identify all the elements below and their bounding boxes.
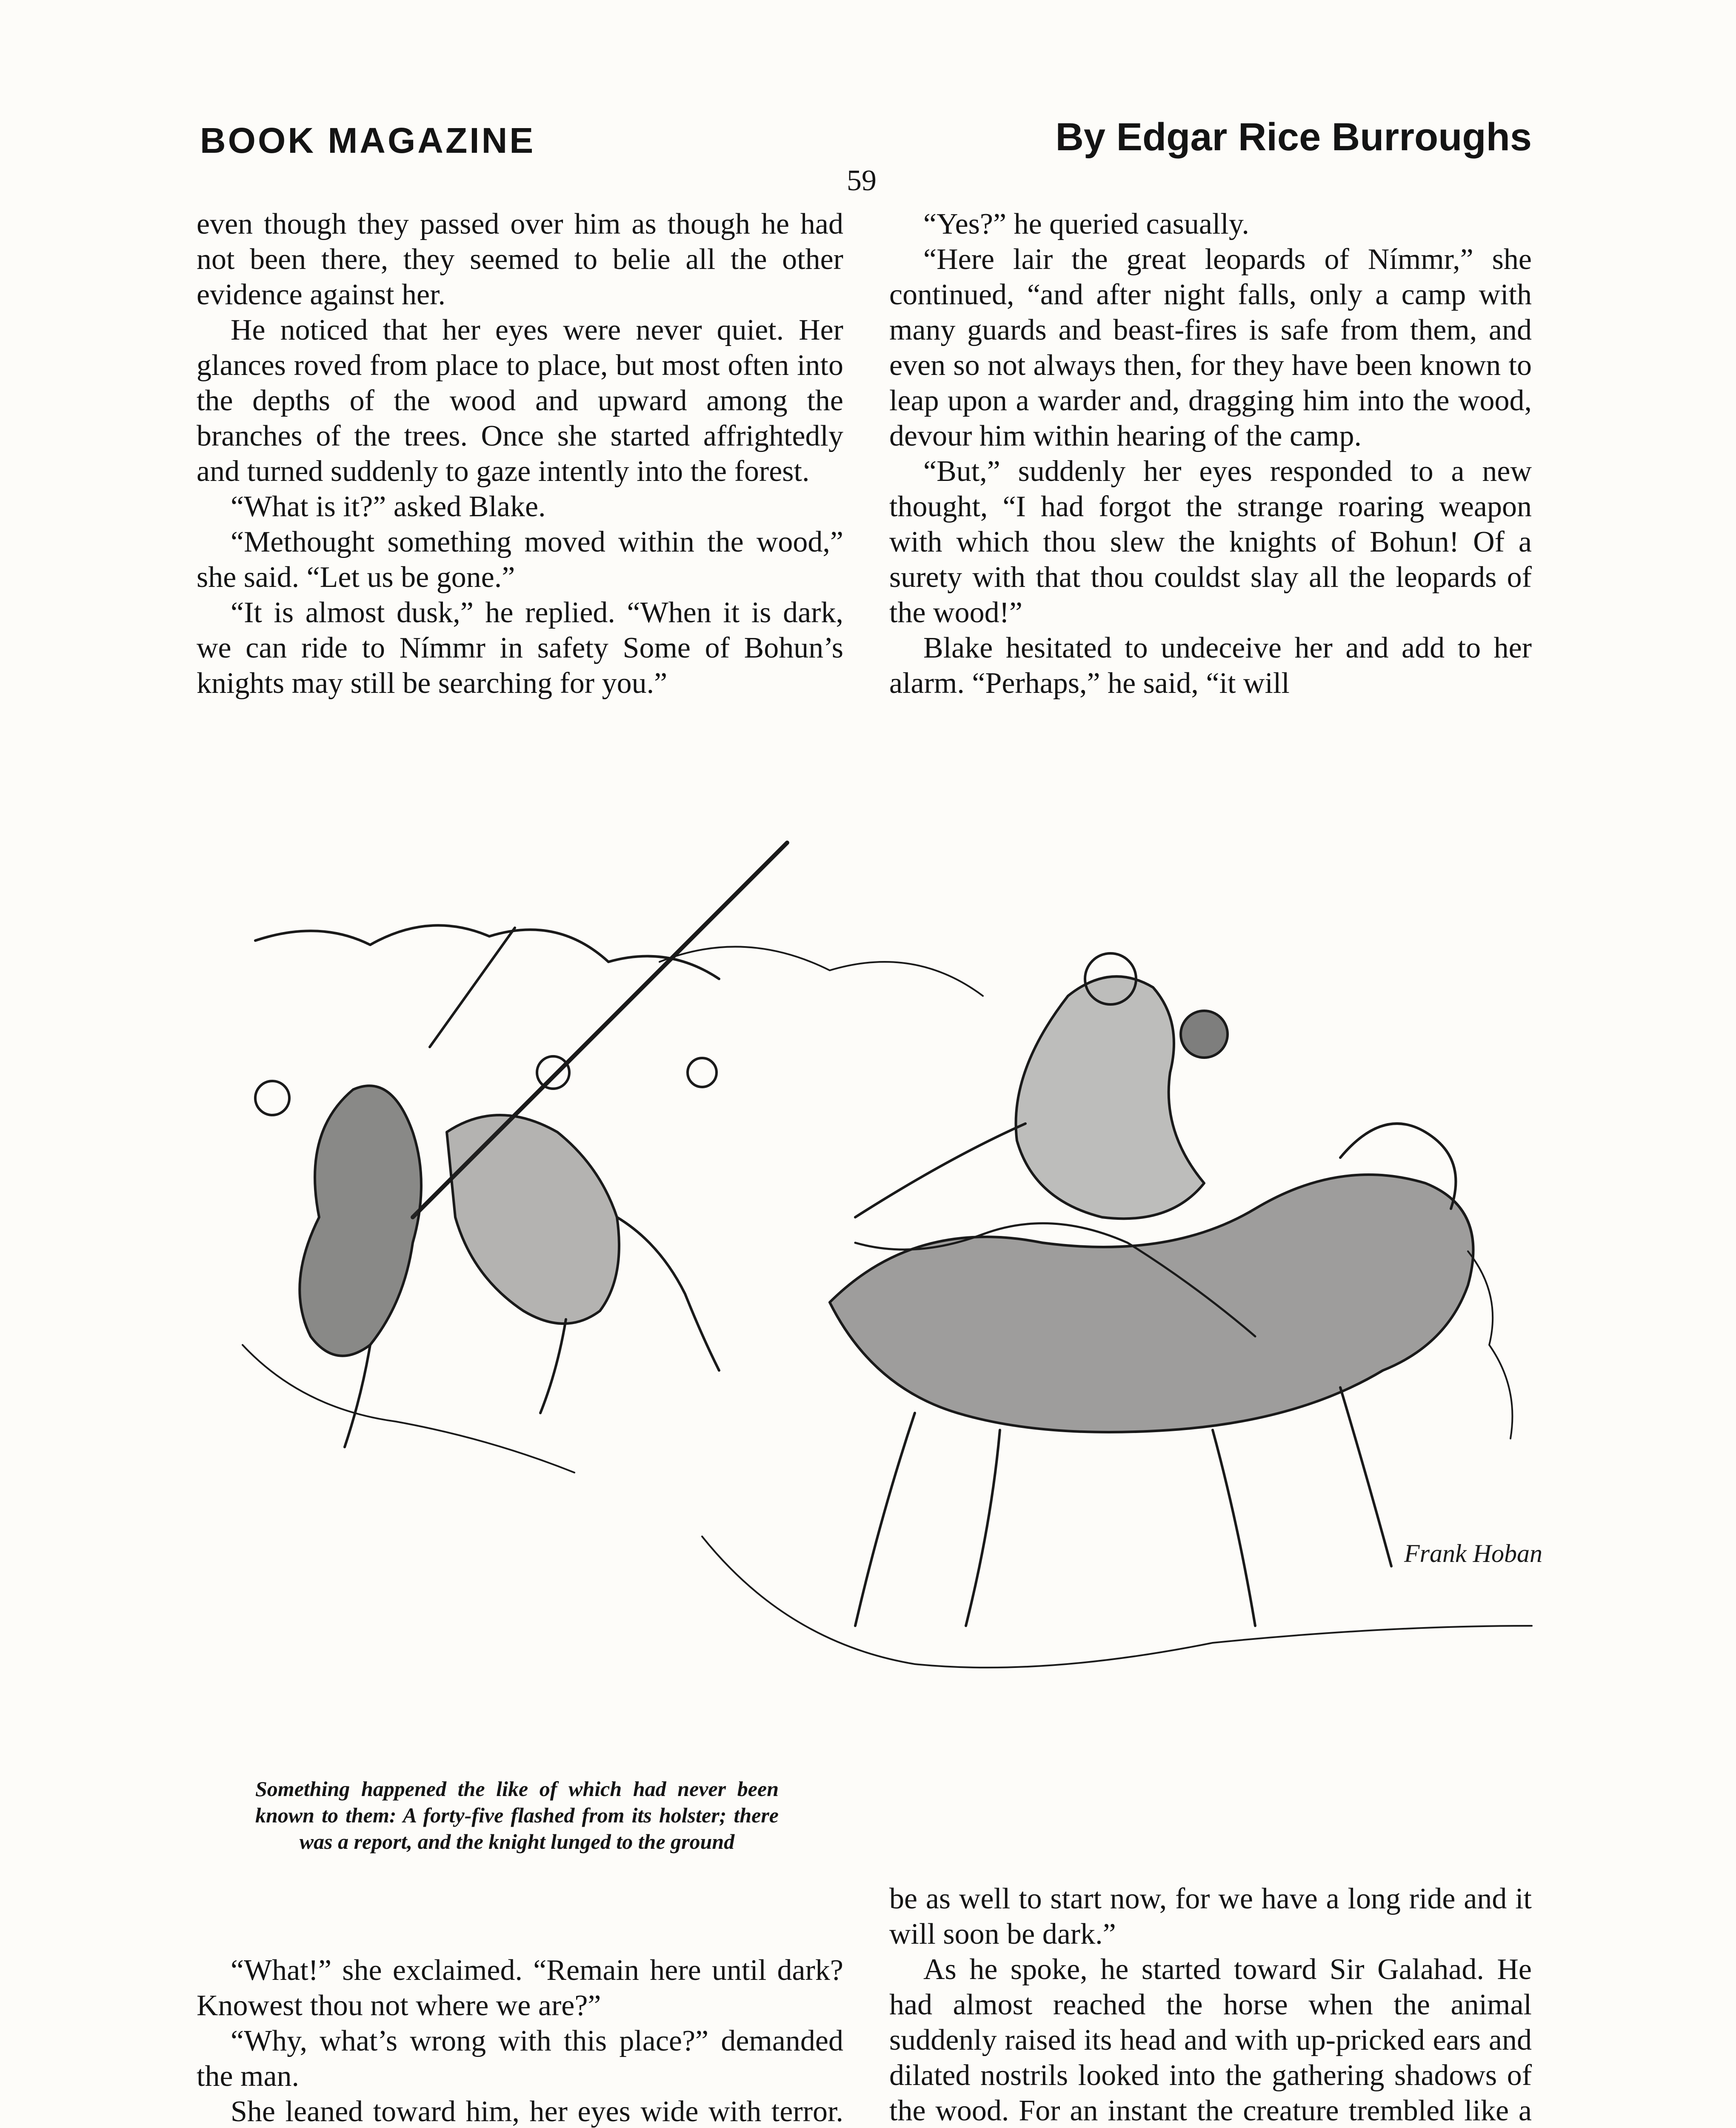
paragraph: “What!” she exclaimed. “Remain here until dark? Knowest thou not where we are?” [197,1954,843,2022]
paragraph: even though they passed over him as though he had not been there, they seemed to belie all the other evidence against her. [197,208,843,311]
paragraph: be as well to start now, for we have a long ride and it will soon be dark.” [889,1882,1532,1951]
illustrator-signature: Frank Hoban [1404,1539,1542,1567]
paragraph: As he spoke, he started toward Sir Galahad. He had almost reached the horse when the animal suddenly raised its head and with up-pricked ears and dilated nostrils looked into the gathering shadows of the wood. For an instant the creature trembled like a [889,1953,1532,2127]
paragraph: “What is it?” asked Blake. [231,490,546,523]
paragraph: “Here lair the great leopards of Nímmr,” she continued, “and after night falls, only a camp with many guards and beast-fires is safe from them, and even so not always then, for they have been known to leap upon a warder and, dragging him into the wood, devour him within hearing of the camp. [889,243,1532,452]
right-column-top [889,206,1532,701]
page-number: 59 [847,164,877,197]
paragraph: “Why, what’s wrong with this place?” demanded the man. [197,2025,843,2093]
paragraph: “But,” suddenly her eyes responded to a new thought, “I had forgot the strange roaring weapon with which thou slew the knights of Bohun! Of a surety with that thou couldst slay all the leopards of the wood!” [889,455,1532,629]
author-byline: By Edgar Rice Burroughs [1055,115,1532,159]
illustration-knights-on-horseback [191,834,1553,1856]
paragraph: “Yes?” he queried casually. [923,208,1249,240]
left-column-top [197,206,843,701]
paragraph: He noticed that her eyes were never quiet. Her glances roved from place to place, but most often into the depths of the wood and upward among the branches of the trees. Once she started affrightedly and turned suddenly to gaze intently into the forest. [197,314,843,488]
paragraph: She leaned toward him, her eyes wide with terror. [231,2095,843,2128]
left-column-bottom [197,1953,843,2128]
paragraph: “Methought something moved within the wood,” she said. “Let us be gone.” [197,526,843,594]
illustration-caption: Something happened the like of which had never been known to them: A forty-five flashed from its holster; there was a report, and the knight lunged to the ground [255,1777,779,1853]
paragraph: Blake hesitated to undeceive her and add to her alarm. “Perhaps,” he said, “it will [889,632,1532,700]
paragraph: “It is almost dusk,” he replied. “When it is dark, we can ride to Nímmr in safety Some of Bohun’s knights may still be searching for you.” [197,596,843,700]
magazine-title: BOOK MAGAZINE [200,120,536,160]
right-column-bottom [889,1881,1532,2128]
